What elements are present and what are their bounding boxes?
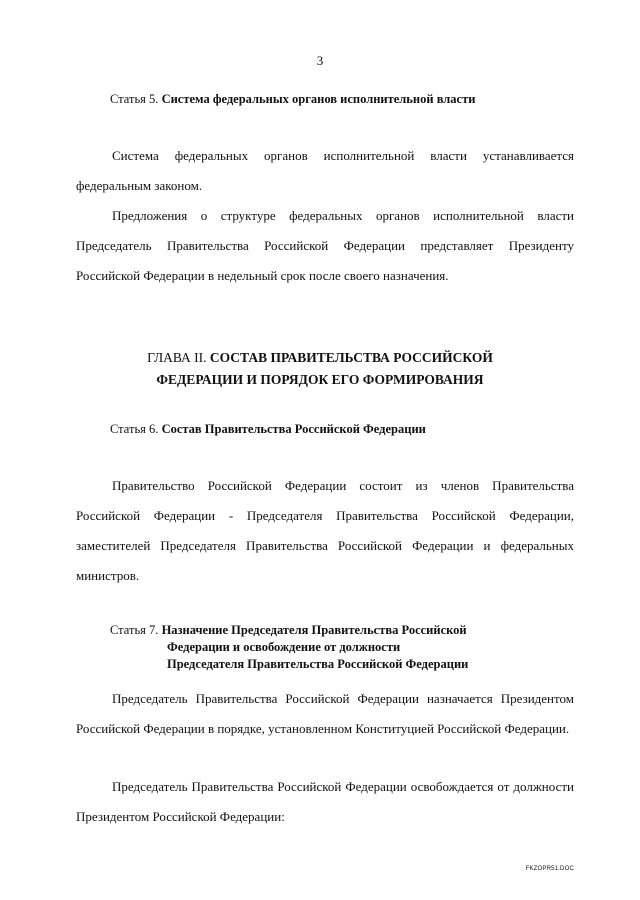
article-7-title-line-2: Федерации и освобождение от должности bbox=[167, 640, 401, 654]
chapter-2-prefix: ГЛАВА II. bbox=[147, 350, 207, 365]
article-5-paragraph-2: Предложения о структуре федеральных органов исполнительной власти Председатель Правительства Российской Федерации представляет Президенту Российской Федерации в недельный срок после своего назначения. bbox=[76, 208, 574, 283]
article-5-title: Система федеральных органов исполнительной власти bbox=[161, 92, 476, 106]
article-7-paragraph-1: Председатель Правительства Российской Федерации назначается Президентом Российской Федерации в порядке, установленном Конституцией Российской Федерации. bbox=[76, 691, 574, 736]
file-name-footer: FKZOPR51.DOC bbox=[525, 866, 574, 872]
chapter-2-line-1 bbox=[0, 347, 640, 369]
article-7-prefix: Статья 7. bbox=[110, 623, 159, 637]
article-5-heading bbox=[110, 91, 475, 108]
page-number: 3 bbox=[316, 53, 324, 68]
article-6-paragraph-1: Правительство Российской Федерации состоит из членов Правительства Российской Федерации - Председателя Правительства Российской Федерации, заместителей Председателя Правительства Российской Федерации и федеральных министров. bbox=[76, 478, 574, 583]
article-7-paragraph-2: Председатель Правительства Российской Федерации освобождается от должности Президентом Российской Федерации: bbox=[76, 779, 574, 824]
chapter-2-line-2: ФЕДЕРАЦИИ И ПОРЯДОК ЕГО ФОРМИРОВАНИЯ bbox=[156, 372, 484, 387]
article-7-title-line-3: Председателя Правительства Российской Федерации bbox=[167, 657, 469, 671]
article-6-title: Состав Правительства Российской Федерации bbox=[161, 422, 426, 436]
article-7-heading bbox=[110, 622, 468, 673]
article-6-prefix: Статья 6. bbox=[110, 422, 159, 436]
article-5-prefix: Статья 5. bbox=[110, 92, 159, 106]
article-7-title-line-1: Назначение Председателя Правительства Российской bbox=[161, 623, 467, 637]
article-6-heading bbox=[110, 421, 426, 438]
chapter-2-heading bbox=[0, 347, 640, 391]
article-5-paragraph-1: Система федеральных органов исполнительной власти устанавливается федеральным законом. bbox=[76, 148, 574, 193]
chapter-2-title: СОСТАВ ПРАВИТЕЛЬСТВА РОССИЙСКОЙ bbox=[209, 350, 493, 365]
